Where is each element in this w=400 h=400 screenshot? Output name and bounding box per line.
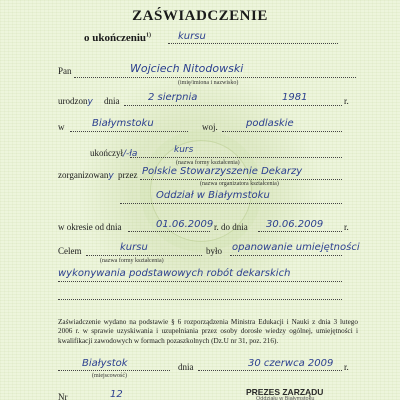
- legal-basis-text: Zaświadczenie wydano na podstawie § 6 rozporządzenia Ministra Edukacji i Nauki z dnia 3 lutego 2006 r. w sprawie uzyskiwania i uzupełniania przez osoby dorosłe wiedzy ogólnej, umiejętności i kwalifikacji zawodowych w formach pozaszkolnych (Dz.U nr 31, poz. 216).: [58, 318, 358, 345]
- number-value: 12: [110, 389, 123, 400]
- birth-city: Białymstoku: [92, 118, 154, 129]
- voivodeship-value: podlaskie: [246, 118, 294, 129]
- city-line: [70, 131, 188, 132]
- signature-stamp: PREZES ZARZĄDU: [246, 387, 324, 397]
- goal-extra-rule: [58, 299, 342, 300]
- birth-line: [124, 105, 342, 106]
- period-day-label: dnia: [106, 222, 122, 232]
- completed-ending: /-ła: [123, 149, 138, 159]
- period-from: 01.06.2009: [156, 219, 214, 230]
- course-type-line: [168, 43, 338, 44]
- period-to-line: [258, 231, 342, 232]
- born-ending: y: [87, 97, 93, 107]
- recipient-caption: (imię/imiona i nazwisko): [178, 80, 239, 86]
- period-label: w okresie od: [58, 222, 104, 232]
- birth-date: 2 sierpnia: [148, 92, 198, 103]
- goal-line1-rule: [230, 255, 342, 256]
- goal-form-caption: (nazwa formy kształcenia): [100, 258, 164, 264]
- document-subtitle: [84, 32, 151, 44]
- organizer-caption: (nazwa organizatora kształcenia): [200, 181, 279, 187]
- organizer-name: Polskie Stowarzyszenie Dekarzy: [142, 166, 303, 177]
- course-type-handwritten: kursu: [178, 31, 206, 42]
- period-to-label: r. do dnia: [214, 222, 248, 232]
- recipient-line: [74, 77, 356, 78]
- recipient-label: Pan: [58, 66, 72, 76]
- born-day-label: dnia: [104, 96, 120, 106]
- issue-place-line: [58, 370, 170, 371]
- completed-form: kurs: [174, 145, 194, 155]
- completed-line: [130, 157, 342, 158]
- issue-date-line: [198, 370, 342, 371]
- goal-line2-rule: [58, 281, 342, 282]
- recipient-name: Wojciech Nitodowski: [130, 62, 244, 75]
- subtitle-prefix: o ukończeniu: [84, 32, 147, 44]
- issue-place-caption: (miejscowość): [92, 373, 127, 379]
- issue-place: Białystok: [82, 358, 128, 369]
- period-suffix: r.: [344, 222, 349, 232]
- birth-year: 1981: [282, 92, 308, 103]
- birth-year-suffix: r.: [344, 96, 349, 106]
- issue-date-suffix: r.: [344, 362, 349, 372]
- branch-line: [120, 203, 342, 204]
- goal-form: kursu: [120, 242, 148, 253]
- period-to: 30.06.2009: [266, 219, 324, 230]
- goal-was-label: było: [206, 246, 223, 256]
- voivodeship-line: [222, 131, 342, 132]
- organized-ending: y: [108, 171, 114, 181]
- organizer-line: [140, 179, 342, 180]
- number-label: Nr: [58, 392, 68, 400]
- voivodeship-label: woj.: [202, 122, 218, 132]
- goal-form-line: [86, 255, 202, 256]
- completed-caption: (nazwa formy kształcenia): [176, 160, 240, 166]
- footnote-marker: 1): [146, 32, 152, 39]
- period-from-line: [128, 231, 210, 232]
- organized-by-label: przez: [118, 170, 138, 180]
- goal-line1: opanowanie umiejętności: [232, 242, 360, 253]
- organizer-branch: Oddział w Białymstoku: [156, 190, 270, 201]
- goal-line2: wykonywania podstawowych robót dekarskich: [58, 268, 291, 279]
- place-in-label: w: [58, 122, 65, 132]
- signature-stamp-sub: Oddziału w Białymstoku: [256, 396, 315, 400]
- completed-label: ukończył/-ła: [90, 148, 138, 159]
- goal-label: Celem: [58, 246, 82, 256]
- issue-day-label: dnia: [178, 362, 194, 372]
- document-title: ZAŚWIADCZENIE: [132, 8, 268, 24]
- born-label: urodzony: [58, 96, 93, 107]
- issue-date: 30 czerwca 2009: [248, 358, 334, 369]
- organized-label: zorganizowany: [58, 170, 114, 181]
